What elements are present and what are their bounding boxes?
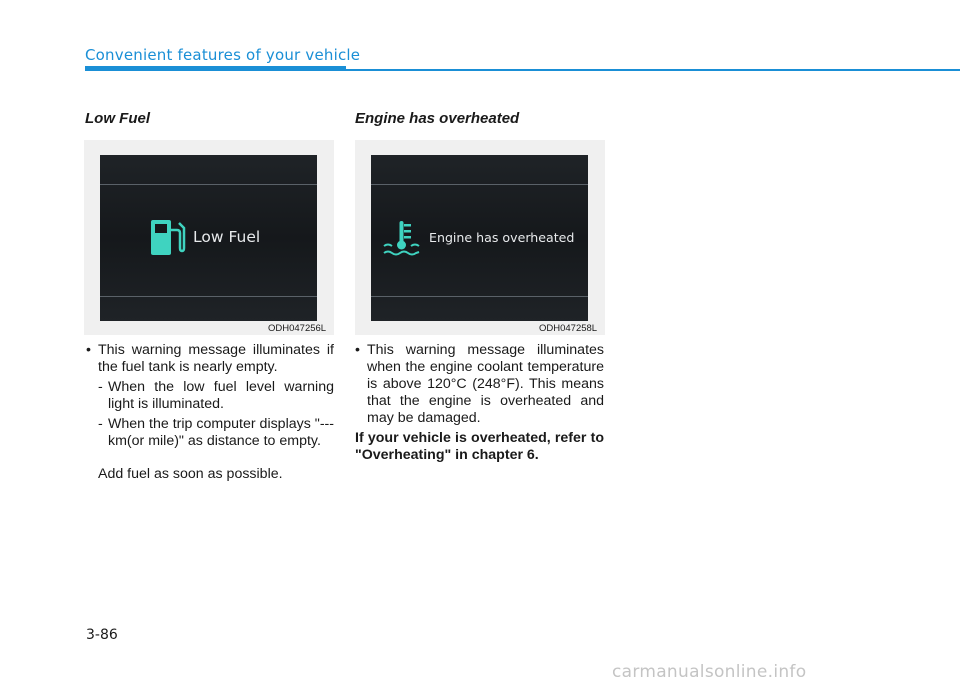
overheat-caption: ODH047258L [539,323,598,334]
low-fuel-body [86,342,334,483]
low-fuel-figure [84,140,334,335]
sub-item-text: When the trip computer displays "--- km(or mile)" as distance to empty. [108,416,334,449]
overheat-figure [355,140,605,335]
display-divider-bottom [371,296,588,297]
dash-marker: - [98,416,103,432]
header-accent-bar [85,66,346,71]
overheat-display [371,155,588,321]
low-fuel-title: Low Fuel [85,110,150,127]
low-fuel-display [100,155,317,321]
fuel-pump-icon [149,218,187,263]
dash-marker: - [98,379,103,395]
section-header: Convenient features of your vehicle [85,46,361,64]
display-divider-bottom [100,296,317,297]
overheat-bullet: • This warning message illuminates when the engine coolant temperature is above 120°C (248°F). This means that the engine is overheated and may be damaged. [355,342,604,427]
page-number: 3-86 [86,627,118,643]
low-fuel-sub-item [86,379,334,413]
display-divider-top [371,184,588,185]
watermark: carmanualsonline.info [612,662,807,682]
overheat-note: If your vehicle is overheated, refer to "Overheating" in chapter 6. [355,430,604,463]
overheat-body [355,342,604,464]
coolant-temperature-icon [382,219,422,264]
low-fuel-caption: ODH047256L [268,323,327,334]
low-fuel-bullet: • This warning message illuminates if the fuel tank is nearly empty. [86,342,334,376]
low-fuel-note: Add fuel as soon as possible. [98,466,283,482]
display-divider-top [100,184,317,185]
header-rule [346,69,960,71]
overheat-title: Engine has overheated [355,110,520,127]
low-fuel-screen-text: Low Fuel [193,228,261,246]
low-fuel-sub-item [86,416,334,450]
sub-item-text: When the low fuel level warning light is illuminated. [108,379,334,412]
overheat-screen-text: Engine has overheated [429,230,575,245]
